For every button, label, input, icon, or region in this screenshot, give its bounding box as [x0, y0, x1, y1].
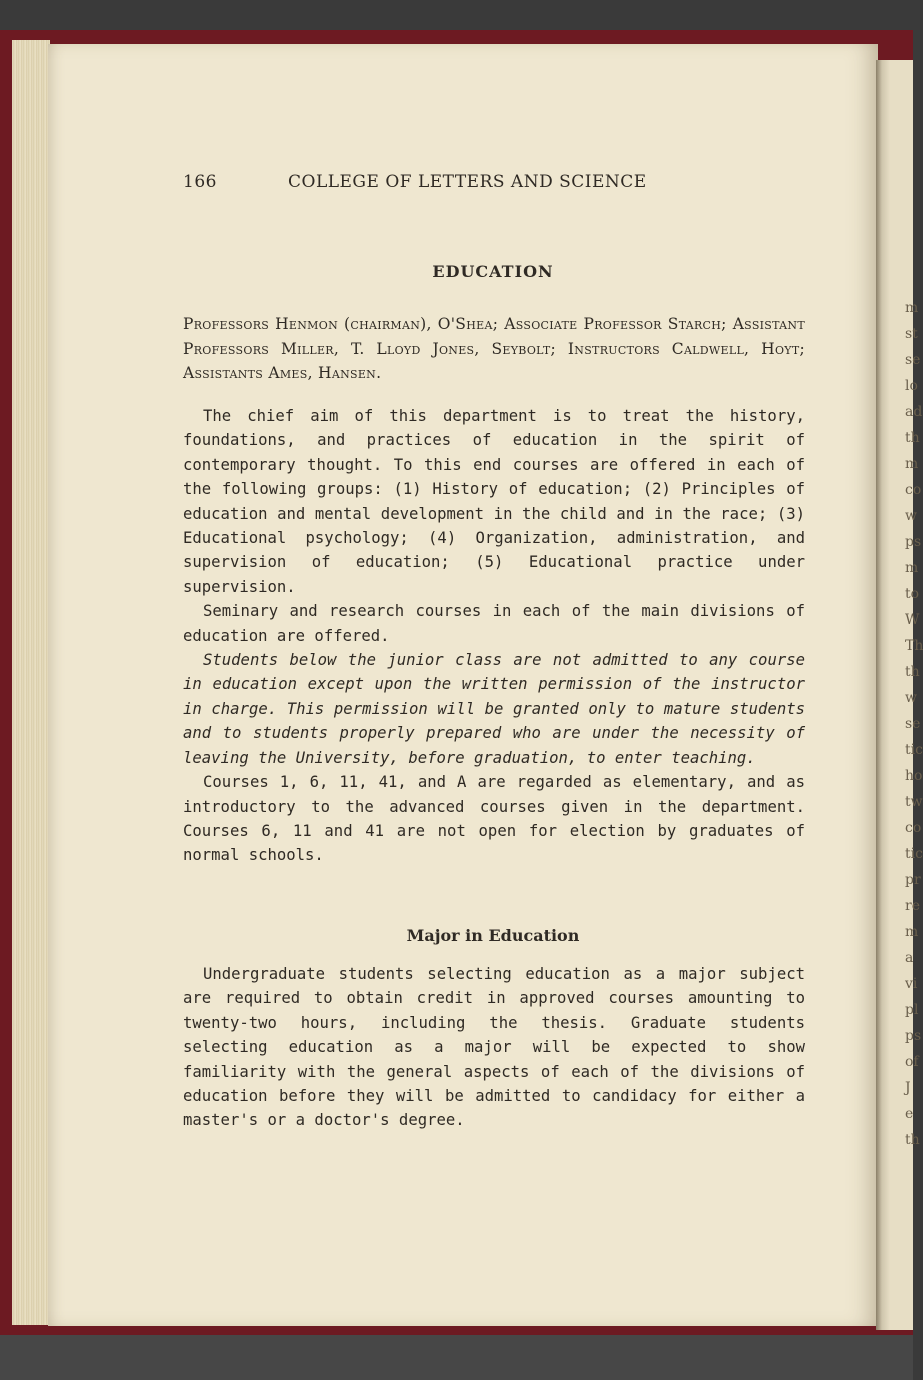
major-description: [183, 962, 805, 1133]
adjacent-page-fragment: tw: [905, 794, 923, 810]
paragraph-seminary: Seminary and research courses in each of the main divisions of education are offered.: [183, 602, 805, 645]
adjacent-page-fragment: m: [905, 560, 919, 576]
adjacent-page-fragment: th: [905, 430, 920, 446]
adjacent-page-fragment: se: [905, 352, 921, 368]
adjacent-page-fragment: ho: [905, 768, 923, 784]
adjacent-page-fragment: e: [905, 1106, 914, 1122]
paragraph-major: Undergraduate students selecting education as a major subject are required to obtain credit in approved courses amounting to twenty-two hours, including the thesis. Graduate students selecting education as a major will be expected to show familiarity with the general aspects of each of the divisions of education before they will be admitted to candidacy for either a master's or a doctor's degree.: [183, 965, 805, 1130]
adjacent-page-fragment: tic: [905, 742, 923, 758]
adjacent-page-fragment: W: [905, 612, 920, 628]
adjacent-page-fragment: th: [905, 664, 920, 680]
paragraph-aims: The chief aim of this department is to treat the history, foundations, and practices of education in the spirit of contemporary thought. To this end courses are offered in each of the following groups: (1) History of education; (2) Principles of education and mental development in the child and in the race; (3) Educational psychology; (4) Organization, administration, and supervision of education; (5) Educational practice under supervision.: [183, 407, 805, 596]
adjacent-page-fragment: vi: [905, 976, 918, 992]
adjacent-page-fragment: m: [905, 456, 919, 472]
adjacent-page-fragment: lo: [905, 378, 918, 394]
adjacent-page-fragment: m: [905, 924, 919, 940]
adjacent-page-fragment: to: [905, 586, 920, 602]
adjacent-page-fragment: th: [905, 1132, 920, 1148]
adjacent-page-fragment: of: [905, 1054, 919, 1070]
department-description: [183, 404, 805, 868]
paragraph-elementary: Courses 1, 6, 11, 41, and A are regarded as elementary, and as introductory to the advanced courses given in the department. Courses 6, 11 and 41 are not open for election by graduates of normal schools.: [183, 773, 805, 865]
adjacent-page-fragment: J: [905, 1080, 911, 1096]
major-heading: Major in Education: [406, 926, 580, 945]
page-edges: [12, 40, 50, 1325]
adjacent-page-fragment: a: [905, 950, 914, 966]
adjacent-page-fragment: ps: [905, 1028, 922, 1044]
running-title: COLLEGE OF LETTERS AND SCIENCE: [288, 172, 647, 192]
adjacent-page-fragment: tic: [905, 846, 923, 862]
page-number: 166: [183, 172, 217, 192]
adjacent-page-fragment: st: [905, 326, 918, 342]
adjacent-page-fragment: pr: [905, 872, 921, 888]
adjacent-page-fragment: w: [905, 690, 917, 706]
adjacent-page-fragment: re: [905, 898, 920, 914]
section-title: EDUCATION: [432, 262, 554, 281]
adjacent-page-fragment: co: [905, 482, 922, 498]
adjacent-page-fragment: co: [905, 820, 922, 836]
adjacent-page-fragment: se: [905, 716, 921, 732]
background-shadow: [0, 1335, 913, 1380]
adjacent-page-fragment: pl: [905, 1002, 919, 1018]
adjacent-page-fragment: m: [905, 300, 919, 316]
adjacent-page-fragment: w: [905, 508, 917, 524]
paragraph-admission: Students below the junior class are not admitted to any course in education except upon the written permission of the instructor in charge. This permission will be granted only to mature students and to students properly prepared who are under the necessity of leaving the University, before graduation, to enter teaching.: [183, 651, 805, 767]
faculty-list: Professors Henmon (chairman), O'Shea; Associate Professor Starch; Assistant Professors Miller, T. Lloyd Jones, Seybolt; Instructors Caldwell, Hoyt; Assistants Ames, Hansen.: [183, 315, 805, 382]
adjacent-page-fragment: ps: [905, 534, 922, 550]
adjacent-page-fragment: Th: [905, 638, 923, 654]
adjacent-page-fragment: ad: [905, 404, 923, 420]
